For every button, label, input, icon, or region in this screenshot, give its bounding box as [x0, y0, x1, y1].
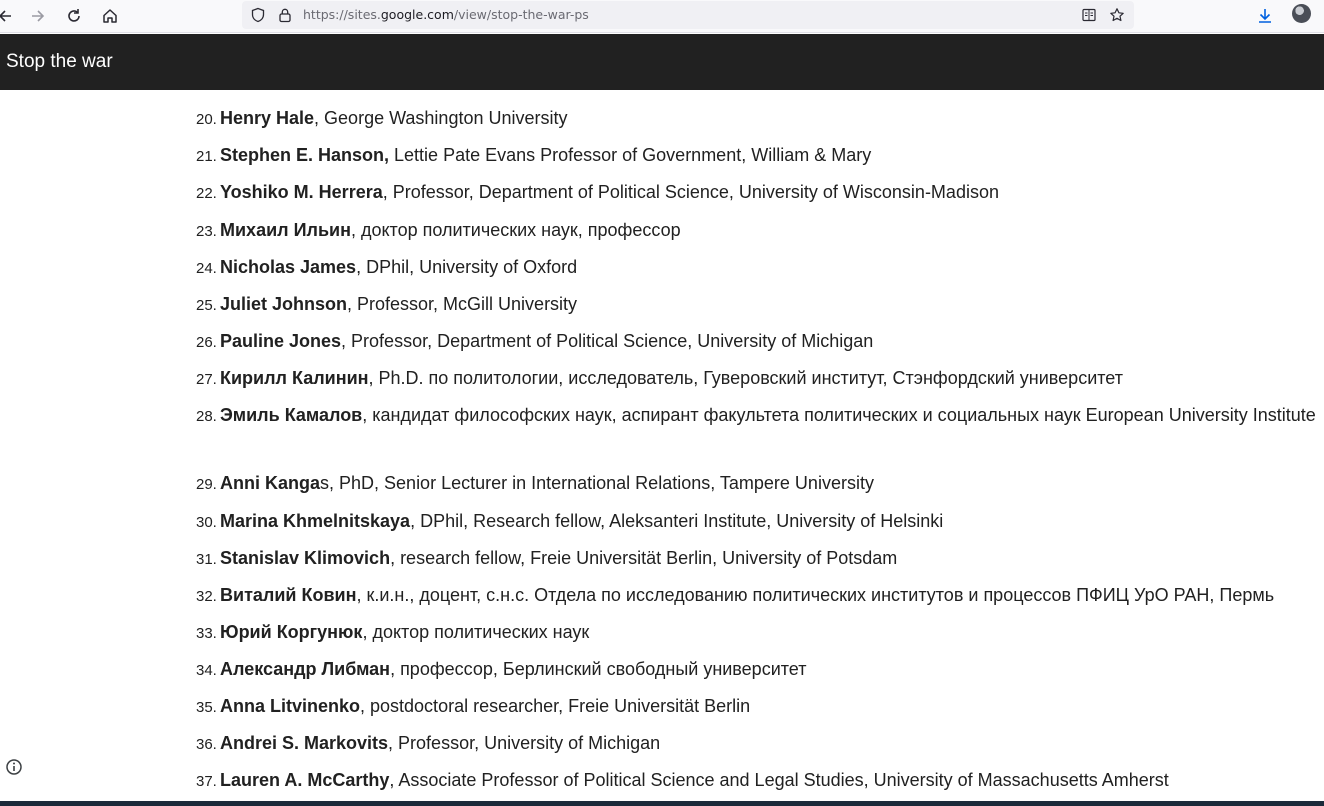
signatory-name: Stephen E. Hanson,	[220, 145, 390, 165]
info-icon	[5, 758, 23, 776]
signatory-name: Виталий Ковин	[220, 585, 357, 605]
signatory-affiliation: , доктор политических наук, профессор	[350, 220, 681, 240]
downloads-button[interactable]	[1252, 3, 1278, 29]
signatory-name: Nicholas James	[220, 257, 357, 277]
item-text	[220, 363, 1320, 394]
signatory-name: Henry Hale	[220, 108, 315, 128]
back-icon	[0, 7, 14, 25]
signatory-name: Marina Khmelnitskaya	[220, 511, 411, 531]
item-number: 30.	[196, 514, 217, 531]
url-text[interactable]	[303, 7, 589, 22]
signatory-affiliation: , Associate Professor of Political Science and Legal Studies, University of Massachusetts Amherst	[389, 770, 1169, 790]
item-number: 33.	[196, 625, 217, 642]
signatory-affiliation: , DPhil, University of Oxford	[356, 257, 578, 277]
signatory-affiliation: , к.и.н., доцент, с.н.с. Отдела по исследованию политических институтов и процессов ПФИЦ УрО РАН, Пермь	[356, 585, 1275, 605]
signatory-affiliation: , профессор, Берлинский свободный университет	[390, 659, 807, 679]
item-text	[220, 728, 1320, 759]
signatories-list	[0, 90, 1324, 802]
download-icon	[1256, 7, 1274, 25]
signatory-name: Юрий Коргунюк	[220, 622, 363, 642]
item-text	[220, 580, 1320, 611]
signatory-affiliation: , Ph.D. по политологии, исследователь, Гуверовский институт, Стэнфордский университет	[368, 368, 1123, 388]
signatory-affiliation: , DPhil, Research fellow, Aleksanteri Institute, University of Helsinki	[410, 511, 944, 531]
signatory-name: Эмиль Камалов	[220, 405, 363, 425]
item-text	[220, 326, 1320, 357]
signatory-name: Михаил Ильин	[220, 220, 351, 240]
item-text	[220, 252, 1320, 283]
item-text	[220, 400, 1320, 431]
reload-icon	[65, 7, 83, 25]
signatory-name: Александр Либман	[220, 659, 391, 679]
home-button[interactable]	[97, 3, 123, 29]
item-text	[220, 543, 1320, 574]
signatory-name: Anni Kanga	[220, 473, 321, 493]
reader-view-icon[interactable]	[1080, 6, 1098, 24]
item-text	[220, 103, 1320, 134]
signatory-name: Pauline Jones	[220, 331, 342, 351]
shield-icon[interactable]	[249, 6, 267, 24]
item-number: 31.	[196, 551, 217, 568]
browser-toolbar	[0, 0, 1324, 33]
item-number: 37.	[196, 773, 217, 790]
forward-icon	[29, 7, 47, 25]
item-number: 25.	[196, 297, 217, 314]
signatory-affiliation: , Professor, Department of Political Science, University of Wisconsin-Madison	[382, 182, 999, 202]
back-button[interactable]	[0, 3, 18, 29]
item-text	[220, 765, 1320, 796]
signatory-affiliation: s, PhD, Senior Lecturer in International Relations, Tampere University	[320, 473, 874, 493]
home-icon	[101, 7, 119, 25]
signatory-affiliation: Lettie Pate Evans Professor of Government, William & Mary	[389, 145, 872, 165]
signatory-name: Yoshiko M. Herrera	[220, 182, 383, 202]
item-text	[220, 215, 1320, 246]
url-path: /view/stop-the-war-ps	[453, 7, 589, 22]
site-header	[0, 34, 1324, 90]
reload-button[interactable]	[61, 3, 87, 29]
item-text	[220, 506, 1320, 537]
item-text	[220, 654, 1320, 685]
item-text	[220, 289, 1320, 320]
item-number: 27.	[196, 371, 217, 388]
url-bar[interactable]	[242, 1, 1134, 29]
signatory-name: Juliet Johnson	[220, 294, 348, 314]
signatory-affiliation: , Professor, Department of Political Science, University of Michigan	[341, 331, 874, 351]
signatory-affiliation: , Professor, University of Michigan	[388, 733, 661, 753]
signatory-affiliation: , Professor, McGill University	[347, 294, 578, 314]
item-text	[220, 691, 1320, 722]
url-prefix: https://sites.	[303, 7, 381, 22]
lock-icon[interactable]	[276, 6, 294, 24]
item-number: 21.	[196, 148, 217, 165]
signatory-name: Anna Litvinenko	[220, 696, 361, 716]
item-number: 29.	[196, 476, 217, 493]
signatory-affiliation: , George Washington University	[314, 108, 568, 128]
signatory-name: Кирилл Калинин	[220, 368, 369, 388]
item-text	[220, 140, 1320, 171]
taskbar-edge	[0, 801, 1324, 806]
item-text	[220, 617, 1320, 648]
signatory-affiliation: , postdoctoral researcher, Freie Universität Berlin	[360, 696, 751, 716]
item-number: 20.	[196, 111, 217, 128]
avatar[interactable]	[1292, 4, 1311, 23]
signatory-name: Lauren A. McCarthy	[220, 770, 390, 790]
site-title[interactable]: Stop the war	[6, 51, 113, 72]
signatory-name: Andrei S. Markovits	[220, 733, 389, 753]
item-number: 34.	[196, 662, 217, 679]
item-text	[220, 177, 1320, 208]
signatory-affiliation: , доктор политических наук	[362, 622, 590, 642]
info-button[interactable]	[5, 758, 23, 776]
url-host: google.com	[380, 7, 454, 22]
item-text	[220, 468, 1320, 499]
item-number: 36.	[196, 736, 217, 753]
item-number: 22.	[196, 185, 217, 202]
star-icon[interactable]	[1108, 6, 1126, 24]
signatory-affiliation: , research fellow, Freie Universität Berlin, University of Potsdam	[390, 548, 898, 568]
signatory-name: Stanislav Klimovich	[220, 548, 391, 568]
item-number: 35.	[196, 699, 217, 716]
item-number: 28.	[196, 408, 217, 425]
signatory-affiliation: , кандидат философских наук, аспирант факультета политических и социальных наук European University Institute	[362, 405, 1316, 425]
item-number: 32.	[196, 588, 217, 605]
item-number: 23.	[196, 223, 217, 240]
item-number: 24.	[196, 260, 217, 277]
item-number: 26.	[196, 334, 217, 351]
forward-button[interactable]	[25, 3, 51, 29]
